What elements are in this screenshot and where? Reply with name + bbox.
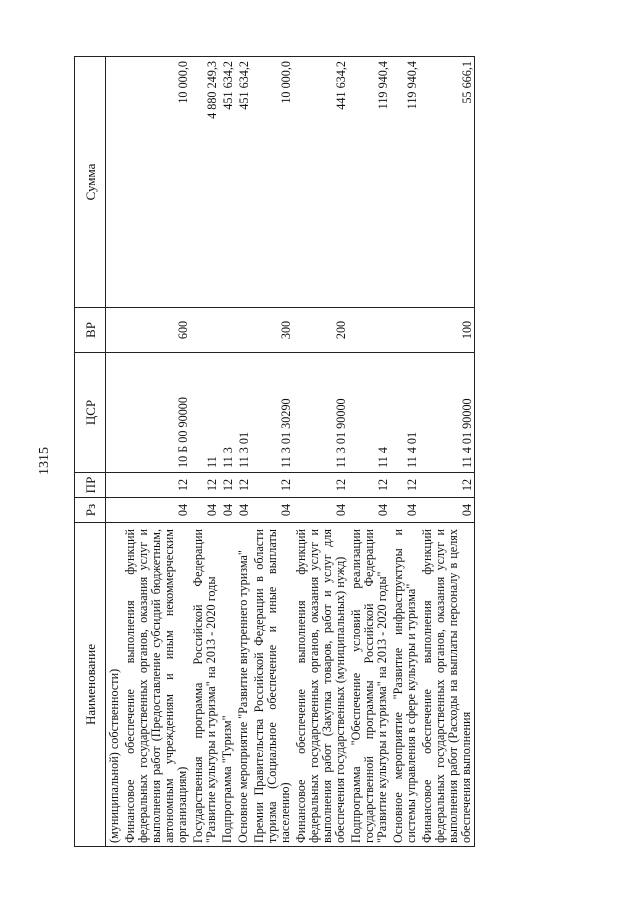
row-sum: 451 634,2 [235, 57, 251, 308]
row-pr: 12 [190, 473, 219, 498]
table-row [106, 57, 123, 847]
row-pr: 12 [390, 473, 419, 498]
table-header-row [75, 57, 106, 847]
header-csr: ЦСР [75, 353, 106, 473]
header-name: Наименование [75, 523, 106, 847]
row-rz: 04 [419, 498, 475, 523]
table-row [122, 57, 190, 847]
row-csr: 11 [190, 353, 219, 473]
row-sum: 441 634,2 [293, 57, 348, 308]
row-rz: 04 [219, 498, 235, 523]
row-csr: 11 3 [219, 353, 235, 473]
table-row [251, 57, 293, 847]
row-name: Подпрограмма "Туризм" [219, 523, 235, 847]
row-vr [235, 308, 251, 353]
row-csr: 11 3 01 90000 [293, 353, 348, 473]
page-number: 1315 [37, 447, 52, 475]
budget-table [74, 56, 475, 847]
table-row [219, 57, 235, 847]
row-name: (муниципальной) собственности) [106, 523, 123, 847]
row-pr: 12 [251, 473, 293, 498]
row-vr: 100 [419, 308, 475, 353]
row-sum: 119 940,4 [348, 57, 390, 308]
row-sum: 451 634,2 [219, 57, 235, 308]
row-csr: 11 4 [348, 353, 390, 473]
row-csr: 10 Б 00 90000 [122, 353, 190, 473]
row-vr: 200 [293, 308, 348, 353]
row-name: Основное мероприятие "Развитие внутреннего туризма" [235, 523, 251, 847]
row-sum [106, 57, 123, 308]
row-vr [106, 308, 123, 353]
table-row [190, 57, 219, 847]
row-pr: 12 [348, 473, 390, 498]
header-vr: ВР [75, 308, 106, 353]
row-name: Финансовое обеспечение выполнения функций федеральных государственных органов, оказания услуг и выполнения работ (Расходы на выплаты персоналу в целях обеспечения выполнения [419, 523, 475, 847]
header-pr: ПР [75, 473, 106, 498]
table-row [390, 57, 419, 847]
header-sum: Сумма [75, 57, 106, 308]
table-row [235, 57, 251, 847]
table-row [419, 57, 475, 847]
row-rz [106, 498, 123, 523]
row-sum: 10 000,0 [122, 57, 190, 308]
row-name: Основное мероприятие "Развитие инфраструктуры и системы управления в сфере культуры и туризма" [390, 523, 419, 847]
row-name: Премии Правительства Российской Федерации в области туризма (Социальное обеспечение и иные выплаты населению) [251, 523, 293, 847]
row-name: Подпрограмма "Обеспечение условий реализации государственной программы Российской Федерации "Развитие культуры и туризма" на 2013 - 2020 годы" [348, 523, 390, 847]
row-rz: 04 [348, 498, 390, 523]
row-rz: 04 [293, 498, 348, 523]
row-csr: 11 4 01 90000 [419, 353, 475, 473]
row-rz: 04 [251, 498, 293, 523]
row-pr: 12 [122, 473, 190, 498]
row-name: Финансовое обеспечение выполнения функций федеральных государственных органов, оказания услуг и выполнения работ (Предоставление субсидий бюджетным, автономным учреждениям и иным некоммерческим организациям) [122, 523, 190, 847]
row-csr: 11 4 01 [390, 353, 419, 473]
table-row [293, 57, 348, 847]
row-vr: 600 [122, 308, 190, 353]
row-pr: 12 [219, 473, 235, 498]
row-csr: 11 3 01 30290 [251, 353, 293, 473]
row-csr [106, 353, 123, 473]
header-rz: Рз [75, 498, 106, 523]
row-rz: 04 [235, 498, 251, 523]
row-rz: 04 [390, 498, 419, 523]
row-pr: 12 [419, 473, 475, 498]
row-pr: 12 [293, 473, 348, 498]
row-vr: 300 [251, 308, 293, 353]
row-vr [348, 308, 390, 353]
row-vr [219, 308, 235, 353]
row-name: Финансовое обеспечение выполнения функций федеральных государственных органов, оказания услуг и выполнения работ (Закупка товаров, работ и услуг для обеспечения государственных (муниципальных) нужд) [293, 523, 348, 847]
row-sum: 55 666,1 [419, 57, 475, 308]
row-vr [390, 308, 419, 353]
table-row [348, 57, 390, 847]
row-vr [190, 308, 219, 353]
row-pr: 12 [235, 473, 251, 498]
row-sum: 4 880 249,3 [190, 57, 219, 308]
budget-table-sheet [74, 57, 574, 847]
row-sum: 119 940,4 [390, 57, 419, 308]
row-pr [106, 473, 123, 498]
row-rz: 04 [122, 498, 190, 523]
row-sum: 10 000,0 [251, 57, 293, 308]
row-csr: 11 3 01 [235, 353, 251, 473]
row-rz: 04 [190, 498, 219, 523]
row-name: Государственная программа Российской Федерации "Развитие культуры и туризма" на 2013 - 2020 годы [190, 523, 219, 847]
